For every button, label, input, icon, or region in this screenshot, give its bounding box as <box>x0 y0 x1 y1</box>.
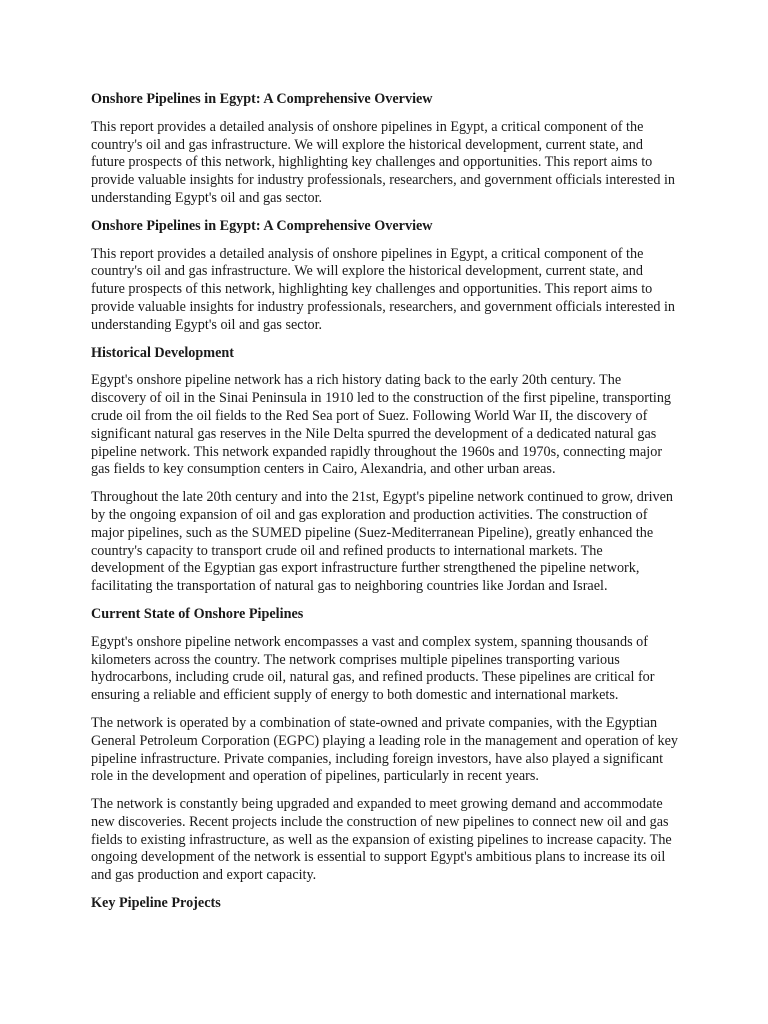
historical-paragraph-2: Throughout the late 20th century and into the 21st, Egypt's pipeline network continued to grow, driven by the ongoing expansion of oil and gas exploration and production activities. The construction of major pipelines, such as the SUMED pipeline (Suez-Mediterranean Pipeline), greatly enhanced the country's capacity to transport crude oil and refined products to international markets. The development of the Egyptian gas export infrastructure further strengthened the pipeline network, facilitating the transportation of natural gas to neighboring countries like Jordan and Israel. <box>91 489 674 595</box>
current-state-paragraph-3: The network is constantly being upgraded and expanded to meet growing demand and accommodate new discoveries. Recent projects include the construction of new pipelines to connect new oil and gas fields to existing infrastructure, as well as the expansion of existing pipelines to increase capacity. The ongoing development of the network is essential to support Egypt's ambitious plans to increase its oil and gas production and export capacity. <box>91 796 672 884</box>
historical-paragraph-1: Egypt's onshore pipeline network has a rich history dating back to the early 20th century. The discovery of oil in the Sinai Peninsula in 1910 led to the construction of the first pipeline, transporting crude oil from the oil fields to the Red Sea port of Suez. Following World War II, the discovery of significant natural gas reserves in the Nile Delta spurred the development of a dedicated natural gas pipeline network. This network expanded rapidly throughout the 1960s and 1970s, connecting major gas fields to key consumption centers in Cairo, Alexandria, and other urban areas. <box>91 372 672 478</box>
document-title: Onshore Pipelines in Egypt: A Comprehensive Overview <box>91 91 433 107</box>
current-state-paragraph-2: The network is operated by a combination of state-owned and private companies, with the Egyptian General Petroleum Corporation (EGPC) playing a leading role in the management and operation of key pipeline infrastructure. Private companies, including foreign investors, have also played a significant role in the development and operation of pipelines, particularly in recent years. <box>91 714 679 785</box>
section-heading-current-state: Current State of Onshore Pipelines <box>91 605 304 622</box>
document-title-repeat: Onshore Pipelines in Egypt: A Comprehensive Overview <box>91 217 433 234</box>
intro-paragraph: This report provides a detailed analysis of onshore pipelines in Egypt, a critical component of the country's oil and gas infrastructure. We will explore the historical development, current state, and future prospects of this network, highlighting key challenges and opportunities. This report aims to provide valuable insights for industry professionals, researchers, and government officials interested in understanding Egypt's oil and gas sector. <box>91 118 676 206</box>
intro-paragraph-repeat: This report provides a detailed analysis of onshore pipelines in Egypt, a critical component of the country's oil and gas infrastructure. We will explore the historical development, current state, and future prospects of this network, highlighting key challenges and opportunities. This report aims to provide valuable insights for industry professionals, researchers, and government officials interested in understanding Egypt's oil and gas sector. <box>91 245 676 333</box>
section-heading-key-pipeline-projects: Key Pipeline Projects <box>91 895 221 912</box>
current-state-paragraph-1: Egypt's onshore pipeline network encompasses a vast and complex system, spanning thousands of kilometers across the country. The network comprises multiple pipelines transporting various hydrocarbons, including crude oil, natural gas, and refined products. These pipelines are critical for ensuring a reliable and efficient supply of energy to both domestic and international markets. <box>91 633 655 704</box>
section-heading-historical-development: Historical Development <box>91 344 235 361</box>
document-page <box>91 91 679 923</box>
